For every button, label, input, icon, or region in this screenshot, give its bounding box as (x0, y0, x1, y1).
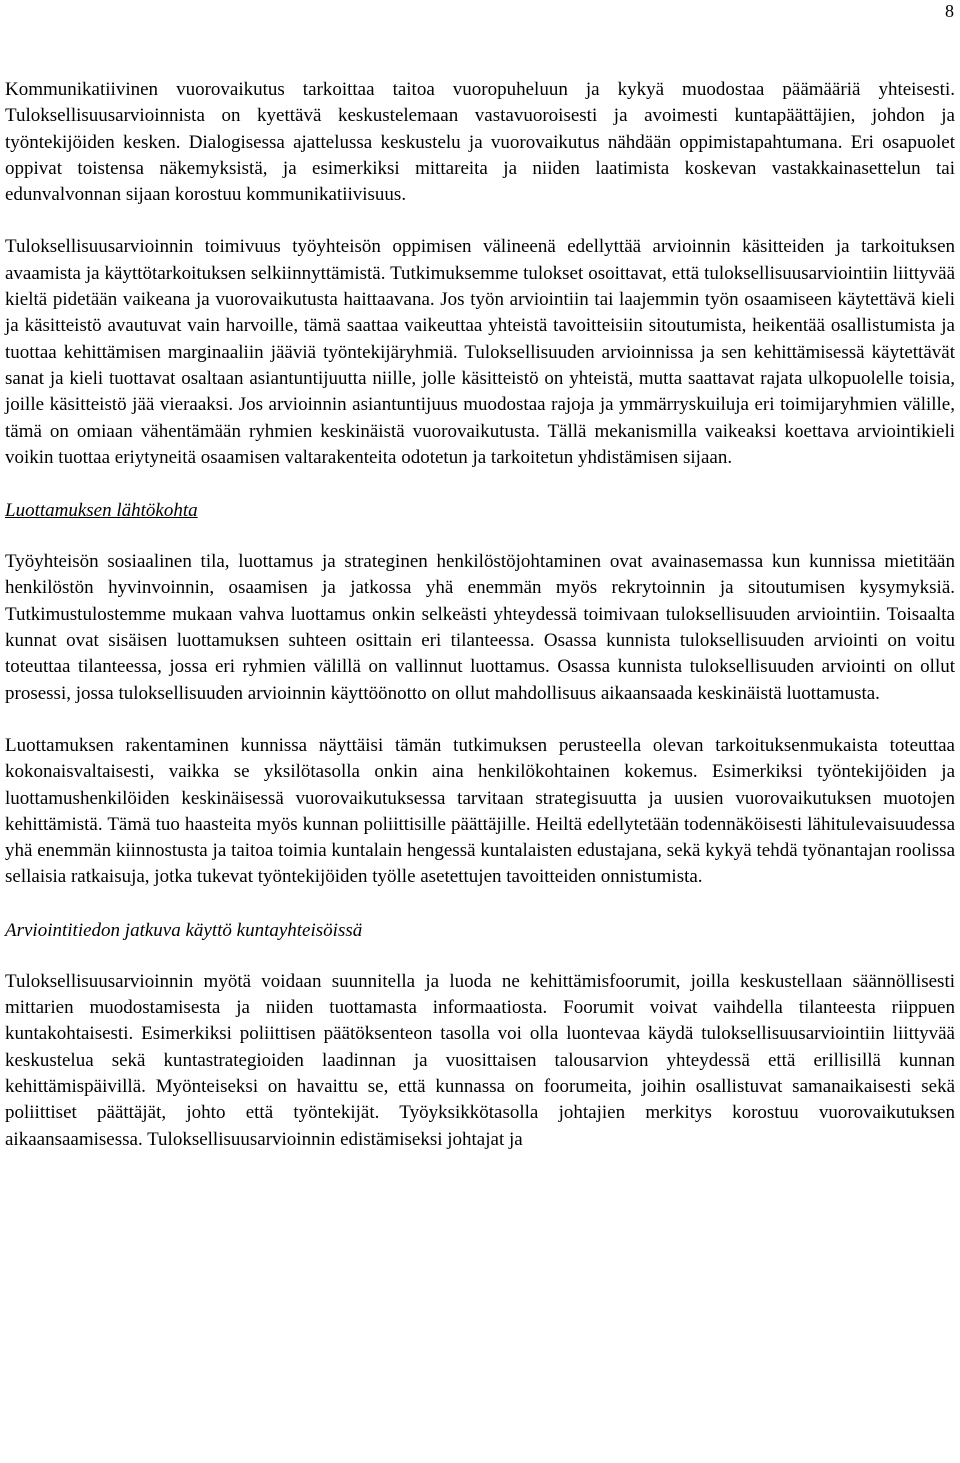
document-body (5, 77, 955, 1153)
section-heading-continuous-use: Arviointitiedon jatkuva käyttö kuntayhteisöissä (5, 919, 363, 941)
paragraph-communicative-interaction: Kommunikatiivinen vuorovaikutus tarkoittaa taitoa vuoropuheluun ja kykyä muodostaa päämääriä yhteisesti. Tuloksellisuusarvioinnista on kyettävä keskustelemaan vastavuoroisesti ja avoimesti kuntapäättäjien, johdon ja työntekijöiden kesken. Dialogisessa ajattelussa keskustelu ja vuorovaikutus nähdään oppimistapahtumana. Eri osapuolet oppivat toistensa näkemyksistä, ja esimerkiksi mittareita ja niiden laatimista koskevan vastakkainasettelun tai edunvalvonnan sijaan korostuu kommunikatiivisuus. (5, 79, 955, 206)
paragraph-trust-workplace: Työyhteisön sosiaalinen tila, luottamus ja strateginen henkilöstöjohtaminen ovat avainasemassa kun kunnissa mietitään henkilöstön hyvinvoinnin, osaamisen ja jatkossa yhä enemmän myös rekrytoinnin ja sitoutumisen kysymyksiä. Tutkimustulostemme mukaan vahva luottamus onkin selkeästi yhteydessä toimivaan tuloksellisuuden arviointiin. Toisaalta kunnat ovat sisäisen luottamuksen suhteen osittain eri tilanteessa. Osassa kunnista tuloksellisuuden arviointi on voitu toteuttaa tilanteessa, jossa eri ryhmien välillä on vallinnut luottamus. Osassa kunnista tuloksellisuuden arviointi on ollut prosessi, jossa tuloksellisuuden arvioinnin käyttöönotto on ollut mahdollisuus aikaansaada keskinäistä luottamusta. (5, 551, 955, 704)
paragraph-evaluation-language: Tuloksellisuusarvioinnin toimivuus työyhteisön oppimisen välineenä edellyttää arvioinnin käsitteiden ja tarkoituksen avaamista ja käyttötarkoituksen selkiinnyttämistä. Tutkimuksemme tulokset osoittavat, että tuloksellisuusarviointiin liittyvää kieltä pidetään vaikeana ja vuorovaikutusta haittaavana. Jos työn arviointiin tai laajemmin työn osaamiseen käytettävä kieli ja käsitteistö avautuvat vain harvoille, tämä saattaa vaikeuttaa yhteistä tavoitteisiin sitoutumista, heikentää osallistumista ja tuottaa kehittämisen marginaaliin jääviä työntekijäryhmiä. Tuloksellisuuden arvioinnissa ja sen kehittämisessä käytettävät sanat ja kieli tuottavat osaltaan asiantuntijuutta niille, jolle käsitteistö on yhteistä, mutta saattavat rajata ulkopuolelle toisia, joille käsitteistö jää vieraaksi. Jos arvioinnin asiantuntijuus muodostaa rajoja ja ymmärryskuiluja eri toimijaryhmien välille, tämä on omiaan vähentämään ryhmien keskinäistä vuorovaikutusta. Tällä mekanismilla vaikeaksi koettava arviointikieli voikin tuottaa eriytyneitä osaamisen valtarakenteita odotetun ja tarkoitetun yhdistämisen sijaan. (5, 236, 955, 468)
page-number: 8 (945, 1, 954, 21)
section-heading-trust: Luottamuksen lähtökohta (5, 500, 198, 522)
paragraph-development-forums: Tuloksellisuusarvioinnin myötä voidaan suunnitella ja luoda ne kehittämisfoorumit, joilla keskustellaan säännöllisesti mittarien muodostamisesta ja niiden tuottamasta informaatiosta. Foorumit voivat vaihdella tilanteesta riippuen kuntakohtaisesti. Esimerkiksi poliittisen päätöksenteon tasolla voi olla luontevaa käydä tuloksellisuusarviointiin liittyvää keskustelua sekä kuntastrategioiden laadinnan ja vuosittaisen talousarvion yhteydessä että erillisillä kunnan kehittämispäivillä. Myönteiseksi on havaittu se, että kunnassa on foorumeita, joihin osallistuvat samanaikaisesti sekä poliittiset päättäjät, johto että työntekijät. Työyksikkötasolla johtajien merkitys korostuu vuorovaikutuksen aikaansaamisessa. Tuloksellisuusarvioinnin edistämiseksi johtajat ja (5, 970, 955, 1150)
paragraph-building-trust: Luottamuksen rakentaminen kunnissa näyttäisi tämän tutkimuksen perusteella olevan tarkoituksenmukaista toteuttaa kokonaisvaltaisesti, vaikka se yksilötasolla onkin aina henkilökohtainen kokemus. Esimerkiksi työntekijöiden ja luottamushenkilöiden keskinäisessä vuorovaikutuksessa tarvitaan strategisuutta ja uusien vuorovaikutuksen muotojen kehittämistä. Tämä tuo haasteita myös kunnan poliittisille päättäjille. Heiltä edellytetään todennäköisesti lähitulevaisuudessa yhä enemmän kiinnostusta ja taitoa toimia kuntalain hengessä kuntalaisten edustajana, sekä kykyä tehdä työnantajan roolissa sellaisia ratkaisuja, jotka tukevat työntekijöiden työlle asetettujen tavoitteiden onnistumista. (5, 734, 955, 888)
